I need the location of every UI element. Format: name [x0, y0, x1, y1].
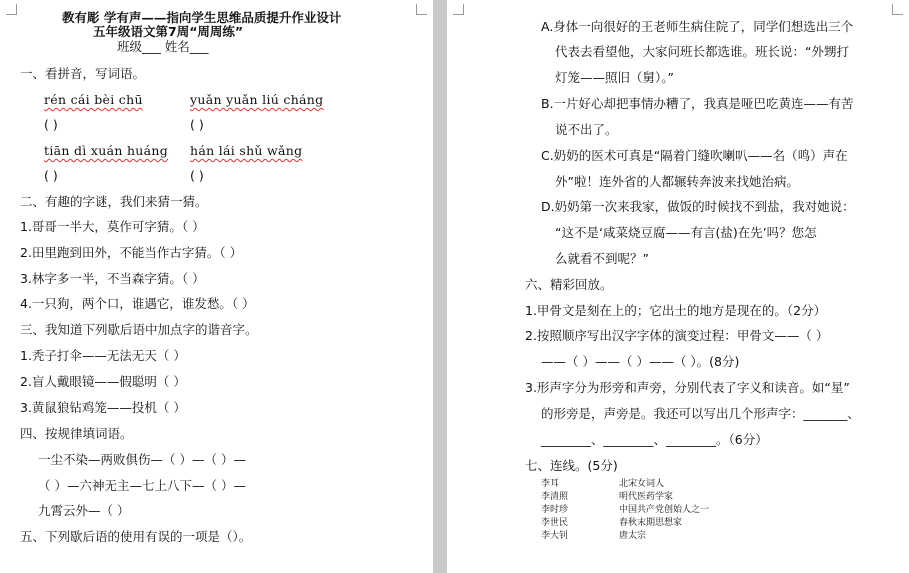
question-item: ——（ ）——（ ）——（ ）。(8分): [541, 354, 740, 369]
option-a-line3: 灯笼——照旧（舅）。”: [555, 70, 674, 85]
match-description: 中国共产党创始人之一: [619, 505, 710, 515]
question-item: （ ）—六神无主—七上八下—（ ）—: [38, 478, 246, 493]
section-7-heading: 七、连线。(5分): [525, 458, 618, 473]
option-c-line2: 外”啦！连外省的人都辗转奔波来找她治病。: [555, 174, 799, 189]
question-item: 九霄云外—（ ）: [38, 503, 130, 518]
option-a-line2: 代表去看望他，大家问班长都选谁。班长说：“外甥打: [555, 44, 849, 59]
page-gutter: [433, 0, 447, 573]
pinyin-2: yuǎn yuǎn liú cháng: [190, 92, 324, 107]
match-name: 李大钊: [541, 531, 569, 541]
option-d-line2: “这不是‘咸菜烧豆腐——有言(盐)在先’吗？您怎: [555, 225, 817, 240]
option-d-line1: D.奶奶第一次来我家，做饭的时候找不到盐，我对她说：: [541, 199, 855, 214]
answer-blank: ( ): [44, 168, 58, 183]
page-corner-mark: [6, 4, 17, 15]
option-b-line2: 说不出了。: [555, 122, 618, 137]
class-name-field: 班级___ 姓名___: [117, 39, 209, 54]
question-item: 1.甲骨文是刻在上的；它出土的地方是现在的。（2分）: [525, 303, 827, 318]
option-d-line3: 么就看不到呢？”: [555, 251, 649, 266]
page-corner-mark: [453, 4, 464, 15]
section-2-heading: 二、有趣的字谜，我们来猜一猜。: [20, 194, 208, 209]
match-name: 李时珍: [541, 505, 569, 515]
match-name: 李清照: [541, 492, 569, 502]
match-description: 北宋女词人: [619, 479, 665, 489]
question-item: 1.哥哥一半大，莫作可字猜。（ ）: [20, 219, 205, 234]
page-corner-mark: [892, 4, 903, 15]
doc-title-line2: 五年级语文第7周“周周练”: [93, 24, 244, 39]
question-item: 2.田里跑到田外，不能当作古字猜。（ ）: [20, 245, 243, 260]
question-item: 一尘不染—两败俱伤—（ ）—（ ）—: [38, 452, 246, 467]
section-3-heading: 三、我知道下列歇后语中加点字的谐音字。: [20, 322, 258, 337]
section-4-heading: 四、按规律填词语。: [20, 426, 133, 441]
pinyin-3: tiān dì xuán huáng: [44, 143, 169, 158]
section-5-heading: 五、下列歇后语的使用有误的一项是（）。: [20, 529, 252, 544]
question-item: ________、________、________。（6分）: [541, 432, 768, 447]
section-6-heading: 六、精彩回放。: [525, 277, 613, 292]
match-description: 春秋末期思想家: [619, 518, 683, 528]
doc-title-line1: 教有彫 学有声——指向学生思维品质提升作业设计: [62, 10, 342, 25]
match-name: 李世民: [541, 518, 569, 528]
left-page: [0, 0, 433, 573]
question-item: 3.林字多一半，不当森字猜。（ ）: [20, 271, 205, 286]
option-b-line1: B.一片好心却把事情办糟了，我真是哑巴吃黄连——有苦: [541, 96, 854, 111]
pinyin-1: rén cái bèi chū: [44, 92, 143, 107]
answer-blank: ( ): [190, 168, 204, 183]
page-corner-mark: [416, 4, 427, 15]
section-1-heading: 一、看拼音，写词语。: [20, 66, 146, 81]
question-item: 3.黄鼠狼钻鸡笼——投机（ ）: [20, 400, 186, 415]
answer-blank: ( ): [44, 117, 58, 132]
match-description: 明代医药学家: [619, 492, 674, 502]
right-page: [447, 0, 909, 573]
question-item: 的形旁是，声旁是。我还可以写出几个形声字：_______、: [541, 406, 860, 421]
match-description: 唐太宗: [619, 531, 647, 541]
question-item: 3.形声字分为形旁和声旁，分别代表了字义和读音。如“星”: [525, 380, 850, 395]
question-item: 2.按照顺序写出汉字字体的演变过程：甲骨文——（ ）: [525, 328, 829, 343]
option-a-line1: A.身体一向很好的王老师生病住院了，同学们想选出三个: [541, 19, 854, 34]
pinyin-4: hán lái shǔ wǎng: [190, 143, 303, 158]
option-c-line1: C.奶奶的医术可真是“隔着门缝吹喇叭——名（鸣）声在: [541, 148, 848, 163]
question-item: 4.一只狗，两个口，谁遇它，谁发愁。（ ）: [20, 296, 255, 311]
answer-blank: ( ): [190, 117, 204, 132]
match-name: 李耳: [541, 479, 560, 489]
question-item: 1.秃子打伞——无法无天（ ）: [20, 348, 186, 363]
question-item: 2.盲人戴眼镜——假聪明（ ）: [20, 374, 186, 389]
